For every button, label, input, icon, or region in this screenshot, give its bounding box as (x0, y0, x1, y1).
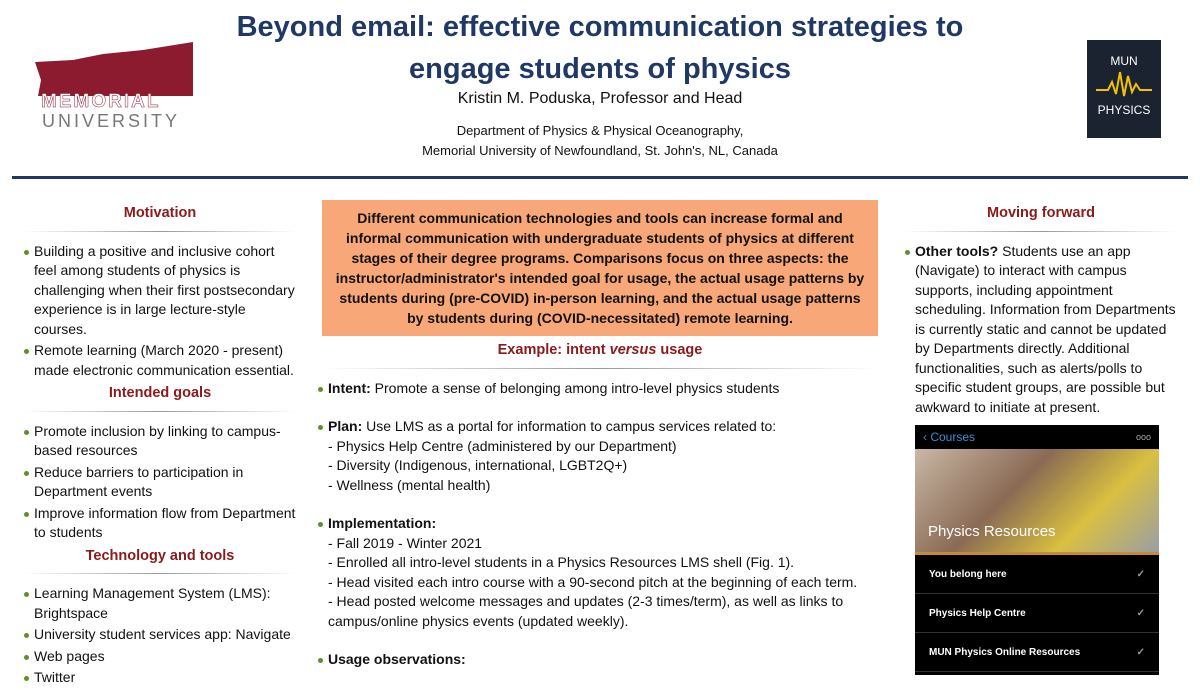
menu-row (915, 633, 1159, 672)
nav-bar (915, 425, 1159, 449)
check-icon: ✓ (1136, 607, 1145, 619)
right-column (905, 204, 1177, 419)
heading-part: versus (609, 342, 657, 358)
plan-item (318, 417, 878, 495)
sub-item: - Wellness (mental health) (328, 476, 491, 493)
list-item: Web pages (24, 647, 296, 667)
list-item: Improve information flow from Department to students (24, 504, 296, 543)
plan-label: Plan: (328, 418, 363, 434)
other-tools-label: Other tools? (915, 242, 999, 259)
heading-part: usage (656, 342, 703, 358)
more-icon: ooo (1135, 432, 1151, 442)
left-column (24, 204, 296, 690)
sub-item: - Head posted welcome messages and updates (2-3 times/term), as well as links to campus/online physics events (updated weekly). (328, 593, 844, 629)
banner-photo (915, 449, 1159, 555)
center-column (322, 200, 878, 672)
moving-forward-heading: Moving forward (905, 204, 1177, 232)
list-item: University student services app: Navigate (24, 625, 296, 645)
implementation-item (318, 514, 878, 631)
list-item: Remote learning (March 2020 - present) made electronic communication essential. (24, 341, 296, 380)
svg-text:UNIVERSITY: UNIVERSITY (42, 111, 181, 131)
row-label: Physics Help Centre (929, 607, 1026, 619)
list-item: Building a positive and inclusive cohort feel among students of physics is challenging when their first postsecondary experience is in large lecture-style courses. (24, 242, 296, 340)
menu-row (915, 555, 1159, 594)
back-button: ‹ Courses (923, 430, 976, 444)
svg-text:MEMORIAL: MEMORIAL (41, 91, 161, 112)
sub-item: - Enrolled all intro-level students in a Physics Resources LMS shell (Fig. 1). (328, 554, 795, 570)
memorial-university-logo (33, 40, 198, 135)
back-label: Courses (930, 430, 976, 444)
sub-item: - Fall 2019 - Winter 2021 (328, 534, 483, 551)
affiliation (200, 121, 1000, 161)
technology-heading: Technology and tools (24, 547, 296, 575)
usage-label: Usage observations: (328, 651, 466, 667)
header-divider (12, 176, 1188, 179)
motivation-heading: Motivation (24, 204, 296, 232)
sub-item: - Diversity (Indigenous, international, LGBT2Q+) (328, 457, 628, 473)
check-icon: ✓ (1136, 646, 1145, 658)
example-heading (322, 341, 878, 369)
affiliation-line: Memorial University of Newfoundland, St. John's, NL, Canada (422, 143, 778, 158)
list-item: Learning Management System (LMS): Brightspace (24, 584, 296, 623)
sub-item: - Head visited each intro course with a 90-second pitch at the beginning of each term. (328, 573, 858, 590)
intent-label: Intent: (328, 379, 371, 396)
usage-item (318, 650, 878, 670)
goals-heading: Intended goals (24, 384, 296, 412)
heading-part: Example: intent (497, 342, 610, 358)
poster-title: Beyond email: effective communication strategies to engage students of physics (236, 11, 964, 85)
mun-physics-logo: MUN PHYSICS (1087, 40, 1161, 138)
list-item (905, 242, 1177, 418)
lms-screenshot-figure (915, 425, 1159, 675)
plan-text: Use LMS as a portal for information to campus services related to: (362, 418, 777, 434)
sub-item: - Physics Help Centre (administered by our Department) (328, 437, 677, 454)
row-label: You belong here (929, 568, 1007, 580)
intent-text: Promote a sense of belonging among intro-level physics students (370, 379, 780, 396)
intent-item (318, 379, 878, 399)
list-item: Promote inclusion by linking to campus-based resources (24, 422, 296, 461)
menu-row (915, 594, 1159, 633)
list-item: Twitter (24, 668, 296, 688)
author: Kristin M. Poduska, Professor and Head (457, 90, 743, 107)
check-icon: ✓ (1136, 568, 1145, 580)
affiliation-line: Department of Physics & Physical Oceanography, (456, 123, 744, 138)
banner-title: Physics Resources (928, 523, 1056, 540)
implementation-label: Implementation: (328, 515, 437, 531)
list-item: Reduce barriers to participation in Department events (24, 463, 296, 502)
row-label: MUN Physics Online Resources (929, 646, 1081, 658)
summary-box: Different communication technologies and tools can increase formal and informal communication with undergraduate students of physics at different stages of their degree programs. Comparisons focus on three aspects: the instructor/administrator's intended goal for usage, the actual usage patterns by students during (pre-COVID) in-person learning, and the actual usage patterns by students during (COVID-necessitated) remote learning. (322, 200, 878, 336)
other-tools-text: Students use an app (Navigate) to interact with campus supports, including appointment scheduling. Information from Departments is currently static and cannot be updated by Departments directly. Additional functionalities, such as alerts/polls to specific student groups, are possible but awkward to initiate at present. (915, 242, 1176, 415)
